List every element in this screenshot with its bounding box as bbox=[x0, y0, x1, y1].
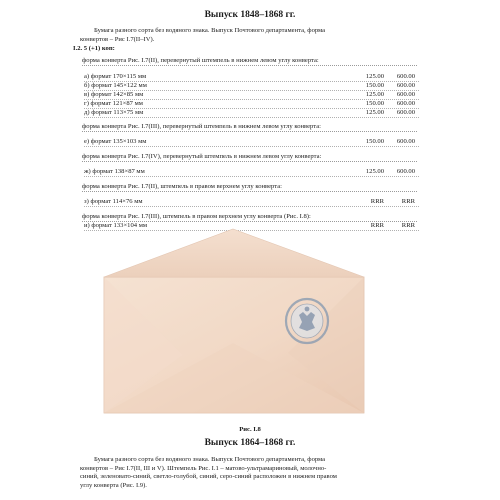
row-label: ж) формат 138×87 мм bbox=[84, 168, 145, 175]
issue-1-description bbox=[80, 27, 425, 44]
group-heading: форма конверта Рис. I.7(IV), перевернутый штемпель в нижнем левом углу конверта: bbox=[82, 152, 417, 162]
row-label: и) формат 133×104 мм bbox=[84, 222, 148, 229]
description-line: Бумага разного сорта без водяного знака. Выпуск Почтового департамента, форма bbox=[94, 27, 326, 34]
price-used: 600.00 bbox=[396, 73, 415, 80]
figure-caption: Рис. I.8 bbox=[239, 426, 261, 433]
table-row bbox=[84, 197, 419, 207]
description-line: синий, зеленовато-синий, светло-голубой, синий, серо-синий расположен в нижнем правом bbox=[80, 473, 337, 481]
price-used: RRR bbox=[401, 198, 415, 205]
envelope-flap bbox=[104, 229, 364, 277]
price-used: 600.00 bbox=[396, 91, 415, 98]
row-label: а) формат 170×115 мм bbox=[84, 73, 147, 80]
row-label: е) формат 135×103 мм bbox=[84, 138, 147, 145]
issue-2-title: Выпуск 1864–1868 гг. bbox=[204, 438, 296, 448]
issue-2-description bbox=[80, 456, 425, 490]
price-mint: 150.00 bbox=[365, 82, 384, 89]
section-label: I.2. 5 (+1) коп: bbox=[73, 45, 115, 52]
price-used: 600.00 bbox=[396, 109, 415, 116]
issue-1-title: Выпуск 1848–1868 гг. bbox=[204, 10, 296, 20]
price-used: 600.00 bbox=[396, 168, 415, 175]
price-mint: 150.00 bbox=[365, 100, 384, 107]
price-used: 600.00 bbox=[396, 100, 415, 107]
price-used: 600.00 bbox=[396, 138, 415, 145]
row-label: з) формат 114×76 мм bbox=[84, 198, 143, 205]
table-row bbox=[84, 167, 419, 177]
group-heading: форма конверта Рис. I.7(III), перевернутый штемпель в нижнем левом углу конверта: bbox=[82, 122, 417, 132]
group-heading: форма конверта Рис. I.7(III), штемпель в правом верхнем углу конверта (Рис. I.8): bbox=[82, 212, 417, 222]
row-label: г) формат 121×87 мм bbox=[84, 100, 143, 107]
row-label: в) формат 142×85 мм bbox=[84, 91, 144, 98]
envelope-figure bbox=[103, 225, 365, 415]
price-used: RRR bbox=[401, 222, 415, 229]
description-line: углу конверта (Рис. I.9). bbox=[80, 481, 147, 489]
stamp-icon bbox=[286, 299, 328, 343]
group-heading: форма конверта Рис. I.7(II), перевернутый штемпель в нижнем левом углу конверта: bbox=[82, 56, 417, 66]
table-row bbox=[84, 108, 419, 118]
price-mint: 125.00 bbox=[365, 168, 384, 175]
table-row bbox=[84, 137, 419, 147]
price-mint: 125.00 bbox=[365, 73, 384, 80]
price-mint: RRR bbox=[370, 198, 384, 205]
price-mint: 125.00 bbox=[365, 91, 384, 98]
description-line: конвертов – Рис I.7(II–IV). bbox=[80, 35, 155, 43]
price-used: 600.00 bbox=[396, 82, 415, 89]
row-label: д) формат 113×75 мм bbox=[84, 109, 144, 116]
group-heading: форма конверта Рис. I.7(II), штемпель в правом верхнем углу конверта: bbox=[82, 182, 417, 192]
row-label: б) формат 145×122 мм bbox=[84, 82, 147, 89]
price-mint: 150.00 bbox=[365, 138, 384, 145]
price-mint: RRR bbox=[370, 222, 384, 229]
description-line: Бумага разного сорта без водяного знака. Выпуск Почтового департамента, форма bbox=[94, 456, 326, 463]
price-mint: 125.00 bbox=[365, 109, 384, 116]
description-line: конвертов – Рис I.7(II, III и V). Штемпель Рис. I.1 – матово-ультрамариновый, молочно- bbox=[80, 464, 327, 472]
